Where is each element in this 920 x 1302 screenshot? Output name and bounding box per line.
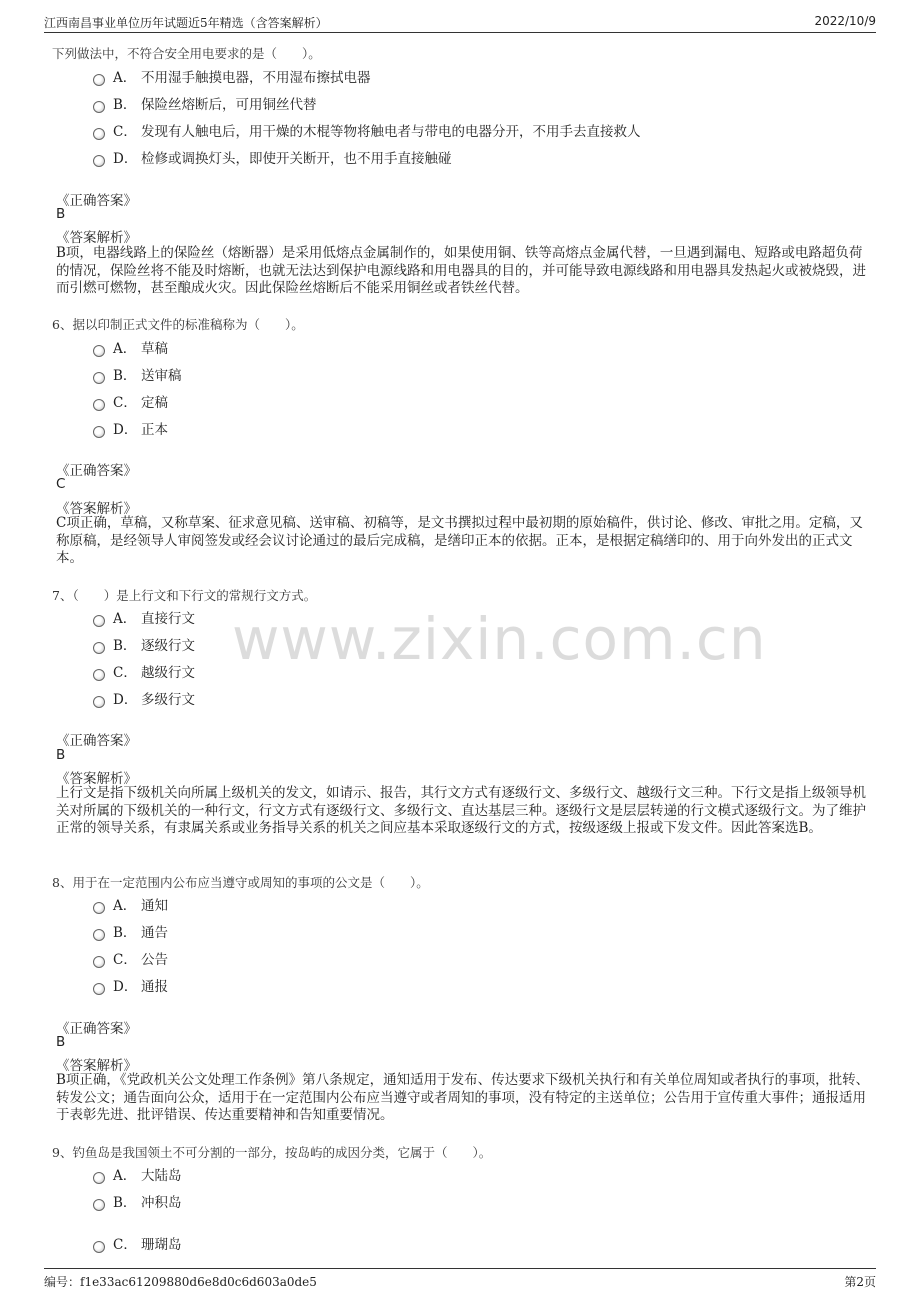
radio-icon[interactable] bbox=[93, 1199, 105, 1211]
radio-icon[interactable] bbox=[93, 128, 105, 140]
radio-icon[interactable] bbox=[93, 929, 105, 941]
option-d[interactable]: D． 多级行文 bbox=[93, 688, 195, 706]
answer-value: B bbox=[56, 206, 66, 222]
radio-icon[interactable] bbox=[93, 615, 105, 627]
option-b[interactable]: B． 冲积岛 bbox=[93, 1191, 182, 1209]
radio-icon[interactable] bbox=[93, 696, 105, 708]
answer-value: B bbox=[56, 747, 66, 763]
analysis-label: 《答案解析》 bbox=[56, 1058, 137, 1074]
radio-icon[interactable] bbox=[93, 983, 105, 995]
option-a[interactable]: A． 大陆岛 bbox=[93, 1164, 182, 1182]
page-footer bbox=[44, 1268, 876, 1291]
radio-icon[interactable] bbox=[93, 1241, 105, 1253]
option-c[interactable]: C． 公告 bbox=[93, 948, 168, 966]
option-a[interactable]: A． 通知 bbox=[93, 894, 168, 912]
radio-icon[interactable] bbox=[93, 372, 105, 384]
option-c[interactable]: C． 发现有人触电后，用干燥的木棍等物将触电者与带电的电器分开，不用手去直接救人 bbox=[93, 120, 641, 138]
option-d[interactable]: D． 检修或调换灯头，即使开关断开，也不用手直接触碰 bbox=[93, 147, 452, 165]
answer-value: B bbox=[56, 1034, 66, 1050]
radio-icon[interactable] bbox=[93, 642, 105, 654]
analysis-text: 上行文是指下级机关向所属上级机关的发文，如请示、报告，其行文方式有逐级行文、多级行文、越级行文三种。下行文是指上级领导机关对所属的下级机关的一种行文，行文方式有逐级行文、多级行文、直达基层三种。逐级行文是层层转递的行文模式逐级行文。为了维护正常的领导关系，有隶属关系或业务指导关系的机关之间应基本采取逐级行文的方式，按级逐级上报或下发文件。因此答案选B。 bbox=[56, 785, 866, 836]
analysis-label: 《答案解析》 bbox=[56, 771, 137, 787]
option-b[interactable]: B． 通告 bbox=[93, 921, 168, 939]
option-b[interactable]: B． 送审稿 bbox=[93, 364, 182, 382]
radio-icon[interactable] bbox=[93, 345, 105, 357]
question-stem: 下列做法中，不符合安全用电要求的是（ ）。 bbox=[52, 46, 321, 61]
analysis-label: 《答案解析》 bbox=[56, 230, 137, 246]
watermark: www.zixin.com.cn bbox=[232, 605, 767, 673]
option-a[interactable]: A． 不用湿手触摸电器，不用湿布擦拭电器 bbox=[93, 66, 371, 84]
document-date: 2022/10/9 bbox=[814, 14, 876, 28]
analysis-label: 《答案解析》 bbox=[56, 501, 137, 517]
document-title: 江西南昌事业单位历年试题近5年精选（含答案解析） bbox=[44, 16, 328, 30]
radio-icon[interactable] bbox=[93, 399, 105, 411]
option-d[interactable]: D． 通报 bbox=[93, 975, 168, 993]
question-stem: 6、据以印制正式文件的标准稿称为（ ）。 bbox=[52, 317, 304, 332]
answer-label: 《正确答案》 bbox=[56, 1021, 137, 1037]
option-c[interactable]: C． 越级行文 bbox=[93, 661, 195, 679]
question-stem: 9、钓鱼岛是我国领土不可分割的一部分，按岛屿的成因分类，它属于（ ）。 bbox=[52, 1145, 492, 1160]
radio-icon[interactable] bbox=[93, 74, 105, 86]
option-c[interactable]: C． 珊瑚岛 bbox=[93, 1233, 182, 1251]
answer-label: 《正确答案》 bbox=[56, 463, 137, 479]
radio-icon[interactable] bbox=[93, 669, 105, 681]
radio-icon[interactable] bbox=[93, 902, 105, 914]
radio-icon[interactable] bbox=[93, 426, 105, 438]
option-b[interactable]: B． 保险丝熔断后，可用铜丝代替 bbox=[93, 93, 317, 111]
option-a[interactable]: A． 草稿 bbox=[93, 337, 168, 355]
analysis-text: C项正确，草稿，又称草案、征求意见稿、送审稿、初稿等，是文书撰拟过程中最初期的原始稿件，供讨论、修改、审批之用。定稿，又称原稿，是经领导人审阅签发或经会议讨论通过的最后完成稿，是缮印正本的依据。正本，是根据定稿缮印的、用于向外发出的正式文本。 bbox=[56, 515, 863, 566]
radio-icon[interactable] bbox=[93, 101, 105, 113]
answer-value: C bbox=[56, 476, 66, 492]
option-d[interactable]: D． 正本 bbox=[93, 418, 168, 436]
answer-label: 《正确答案》 bbox=[56, 193, 137, 209]
option-a[interactable]: A． 直接行文 bbox=[93, 607, 195, 625]
answer-label: 《正确答案》 bbox=[56, 733, 137, 749]
radio-icon[interactable] bbox=[93, 1172, 105, 1184]
question-stem: 7、（ ）是上行文和下行文的常规行文方式。 bbox=[52, 588, 317, 603]
document-code: 编号：f1e33ac61209880d6e8d0c6d603a0de5 bbox=[44, 1275, 317, 1289]
question-stem: 8、用于在一定范围内公布应当遵守或周知的事项的公文是（ ）。 bbox=[52, 875, 429, 890]
analysis-text: B项，电器线路上的保险丝（熔断器）是采用低熔点金属制作的，如果使用铜、铁等高熔点金属代替，一旦遇到漏电、短路或电路超负荷的情况，保险丝将不能及时熔断，也就无法达到保护电源线路和用电器具的目的，并可能导致电源线路和用电器具发热起火或被烧毁，进而引燃可燃物，甚至酿成火灾。因此保险丝熔断后不能采用铜丝或者铁丝代替。 bbox=[56, 245, 866, 296]
option-b[interactable]: B． 逐级行文 bbox=[93, 634, 195, 652]
page-number: 第2页 bbox=[844, 1275, 876, 1289]
radio-icon[interactable] bbox=[93, 155, 105, 167]
radio-icon[interactable] bbox=[93, 956, 105, 968]
analysis-text: B项正确，《党政机关公文处理工作条例》第八条规定，通知适用于发布、传达要求下级机关执行和有关单位周知或者执行的事项，批转、转发公文；通告面向公众，适用于在一定范围内公布应当遵守或者周知的事项，没有特定的主送单位；公告用于宣传重大事件；通报适用于表彰先进、批评错误、传达重要精神和告知重要情况。 bbox=[56, 1072, 870, 1123]
option-c[interactable]: C． 定稿 bbox=[93, 391, 168, 409]
page-header bbox=[44, 12, 876, 33]
